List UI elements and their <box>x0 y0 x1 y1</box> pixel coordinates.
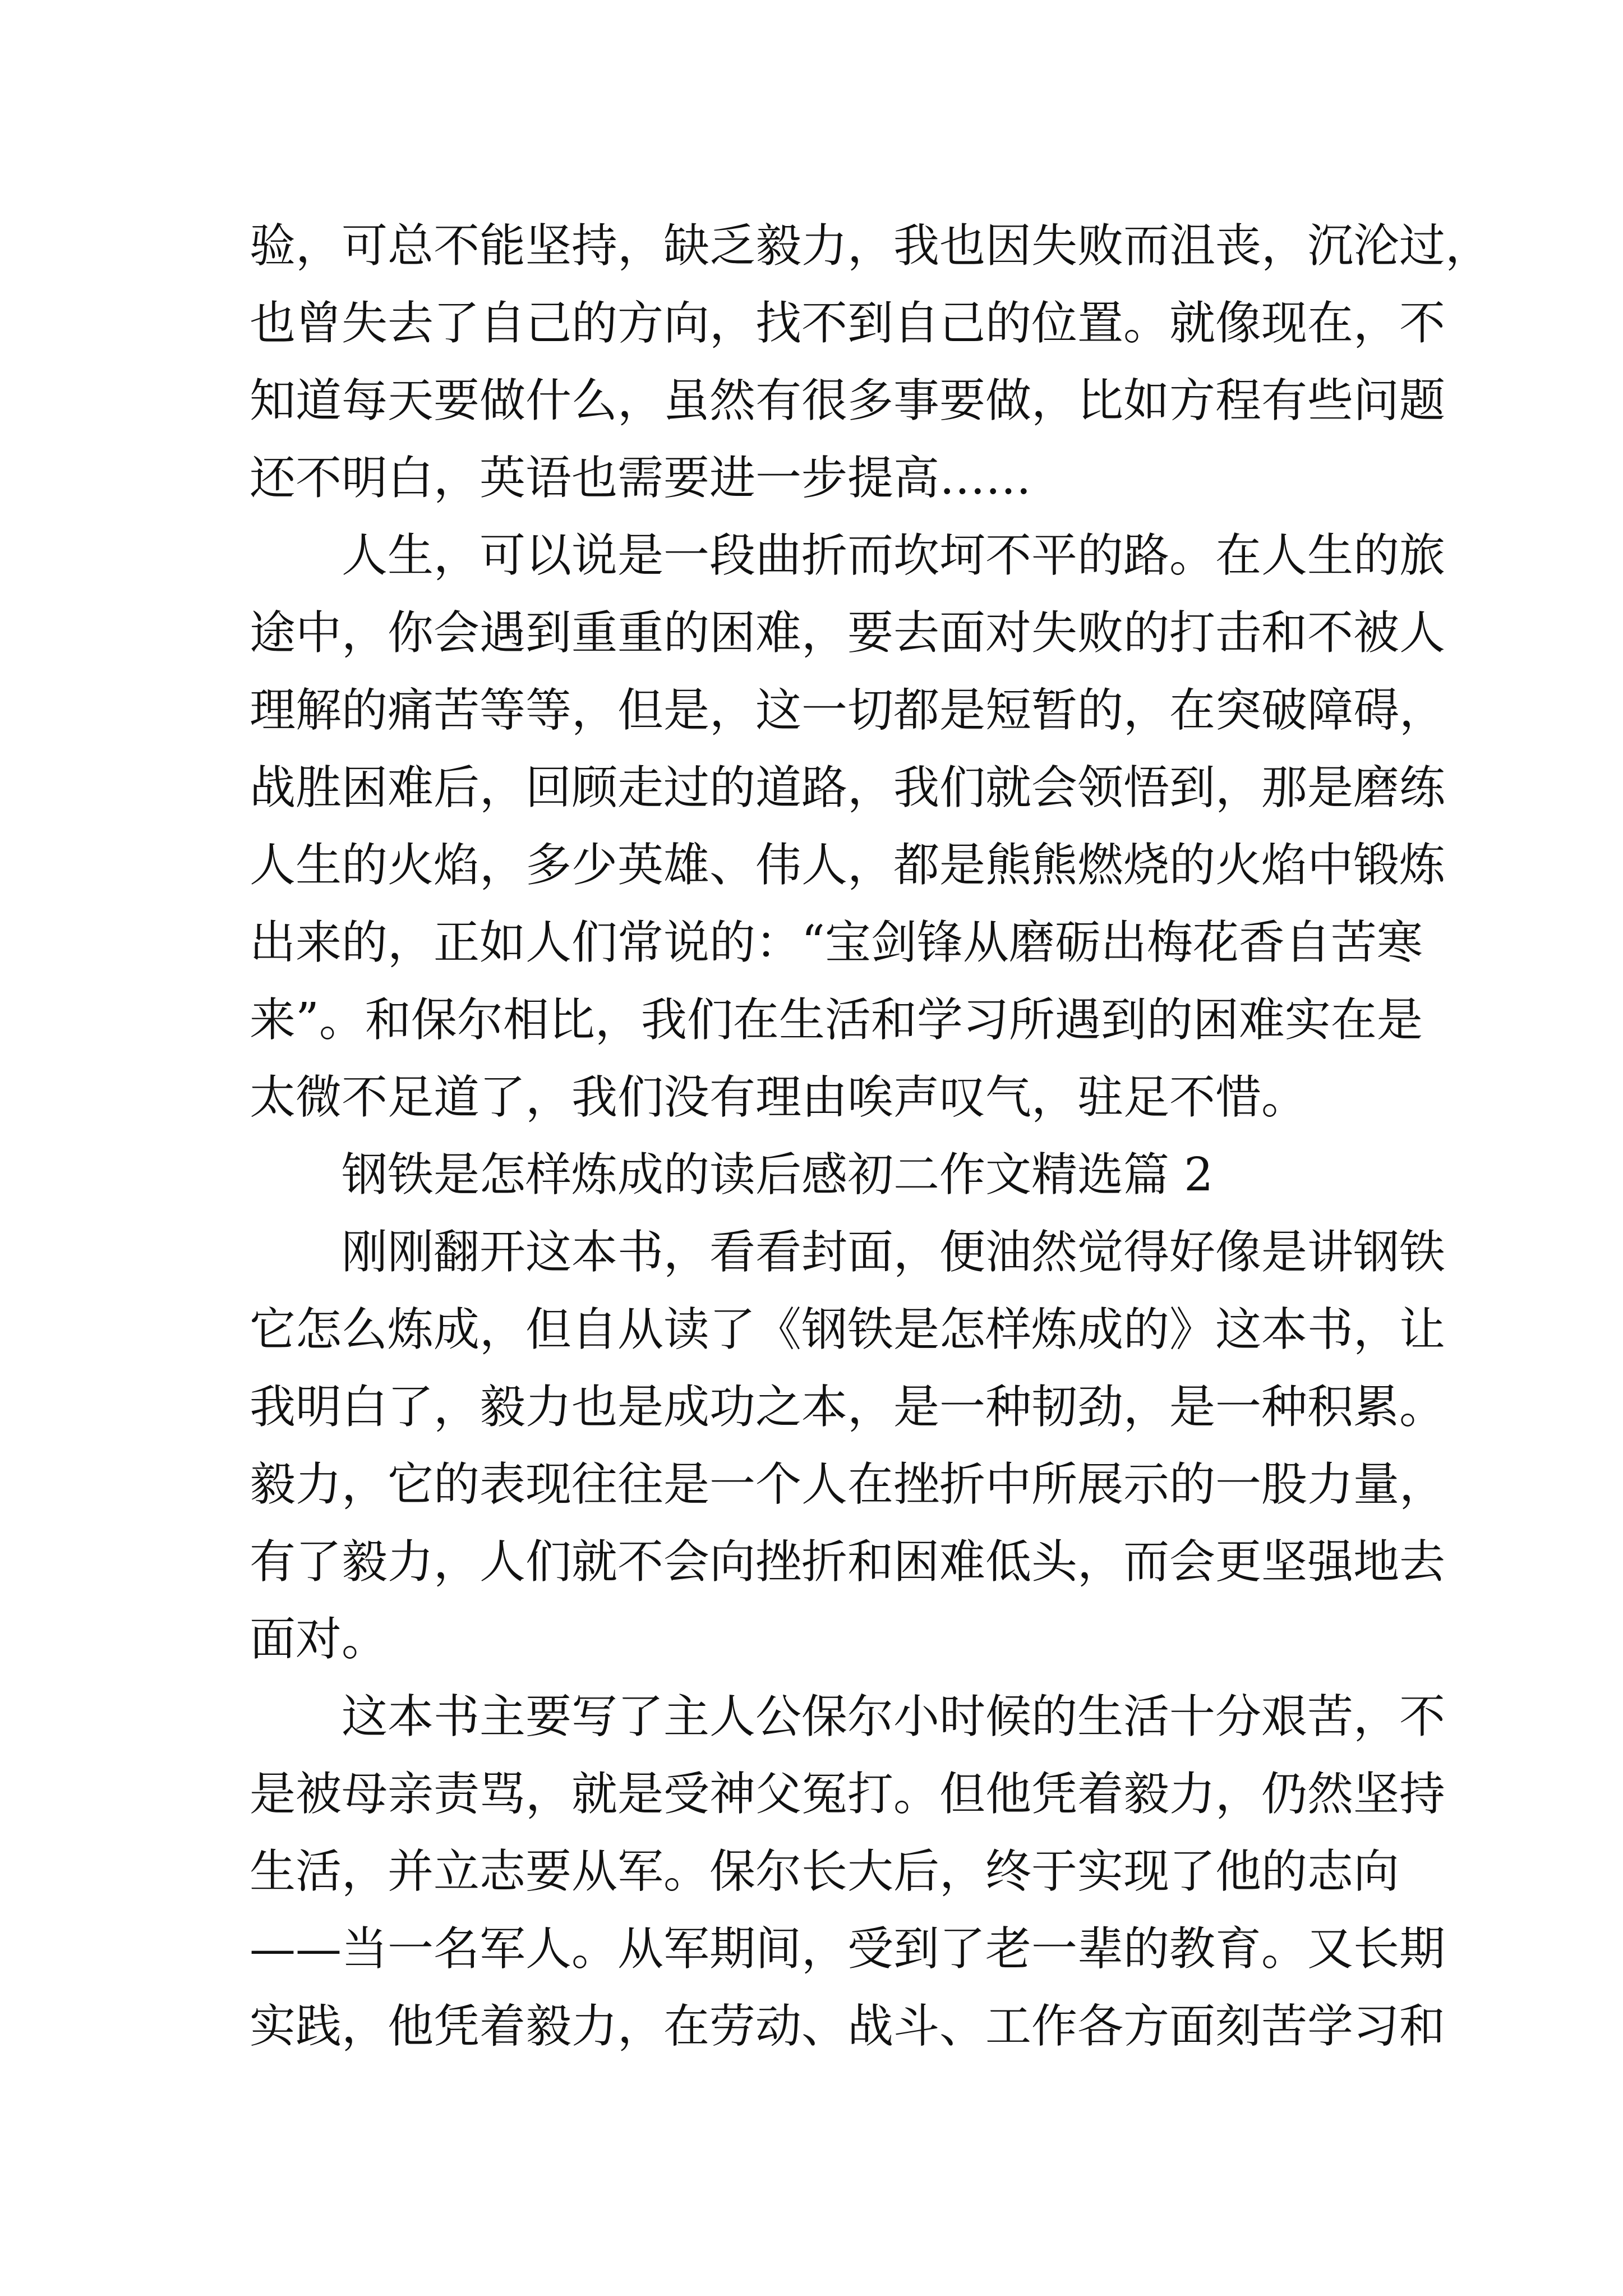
text-line: 我明白了，毅力也是成功之本，是一种韧劲，是一种积累。 <box>250 1381 1446 1434</box>
text-line: 是被母亲责骂，就是受神父冤打。但他凭着毅力，仍然坚持 <box>250 1768 1446 1821</box>
paragraph-first-line: 这本书主要写了主人公保尔小时候的生活十分艰苦，不 <box>342 1690 1446 1743</box>
text-line: 实践，他凭着毅力，在劳动、战斗、工作各方面刻苦学习和 <box>250 2000 1446 2053</box>
section-heading: 钢铁是怎样炼成的读后感初二作文精选篇 2 <box>342 1148 1214 1202</box>
text-line: 还不明白，英语也需要进一步提高…… <box>250 452 1032 505</box>
text-line: 验，可总不能坚持，缺乏毅力，我也因失败而沮丧，沉沦过， <box>250 219 1492 273</box>
text-line: 人生的火焰，多少英雄、伟人，都是熊熊燃烧的火焰中锻炼 <box>250 839 1446 892</box>
text-line: 毅力，它的表现往往是一个人在挫折中所展示的一股力量， <box>250 1458 1446 1511</box>
paragraph-first-line: 刚刚翻开这本书，看看封面，便油然觉得好像是讲钢铁 <box>342 1226 1446 1279</box>
text-line: 来”。和保尔相比，我们在生活和学习所遇到的困难实在是 <box>250 993 1423 1047</box>
paragraph-first-line: 人生，可以说是一段曲折而坎坷不平的路。在人生的旅 <box>342 529 1446 582</box>
text-line: 战胜困难后，回顾走过的道路，我们就会领悟到，那是磨练 <box>250 761 1446 815</box>
text-line: 知道每天要做什么，虽然有很多事要做，比如方程有些问题 <box>250 374 1446 427</box>
text-line: 出来的，正如人们常说的：“宝剑锋从磨砺出梅花香自苦寒 <box>250 916 1423 969</box>
text-line: 它怎么炼成，但自从读了《钢铁是怎样炼成的》这本书，让 <box>250 1303 1446 1356</box>
text-line: 面对。 <box>250 1613 388 1666</box>
text-line: 也曾失去了自己的方向，找不到自己的位置。就像现在，不 <box>250 297 1446 350</box>
text-line: ——当一名军人。从军期间，受到了老一辈的教育。又长期 <box>250 1922 1446 1976</box>
text-line: 太微不足道了，我们没有理由唉声叹气，驻足不惜。 <box>250 1071 1308 1124</box>
text-line: 生活，并立志要从军。保尔长大后，终于实现了他的志向 <box>250 1845 1400 1898</box>
text-line: 有了毅力，人们就不会向挫折和困难低头，而会更坚强地去 <box>250 1535 1446 1589</box>
text-line: 途中，你会遇到重重的困难，要去面对失败的打击和不被人 <box>250 606 1446 660</box>
document-body <box>250 208 1492 2065</box>
text-line: 理解的痛苦等等，但是，这一切都是短暂的，在突破障碍， <box>250 684 1446 737</box>
